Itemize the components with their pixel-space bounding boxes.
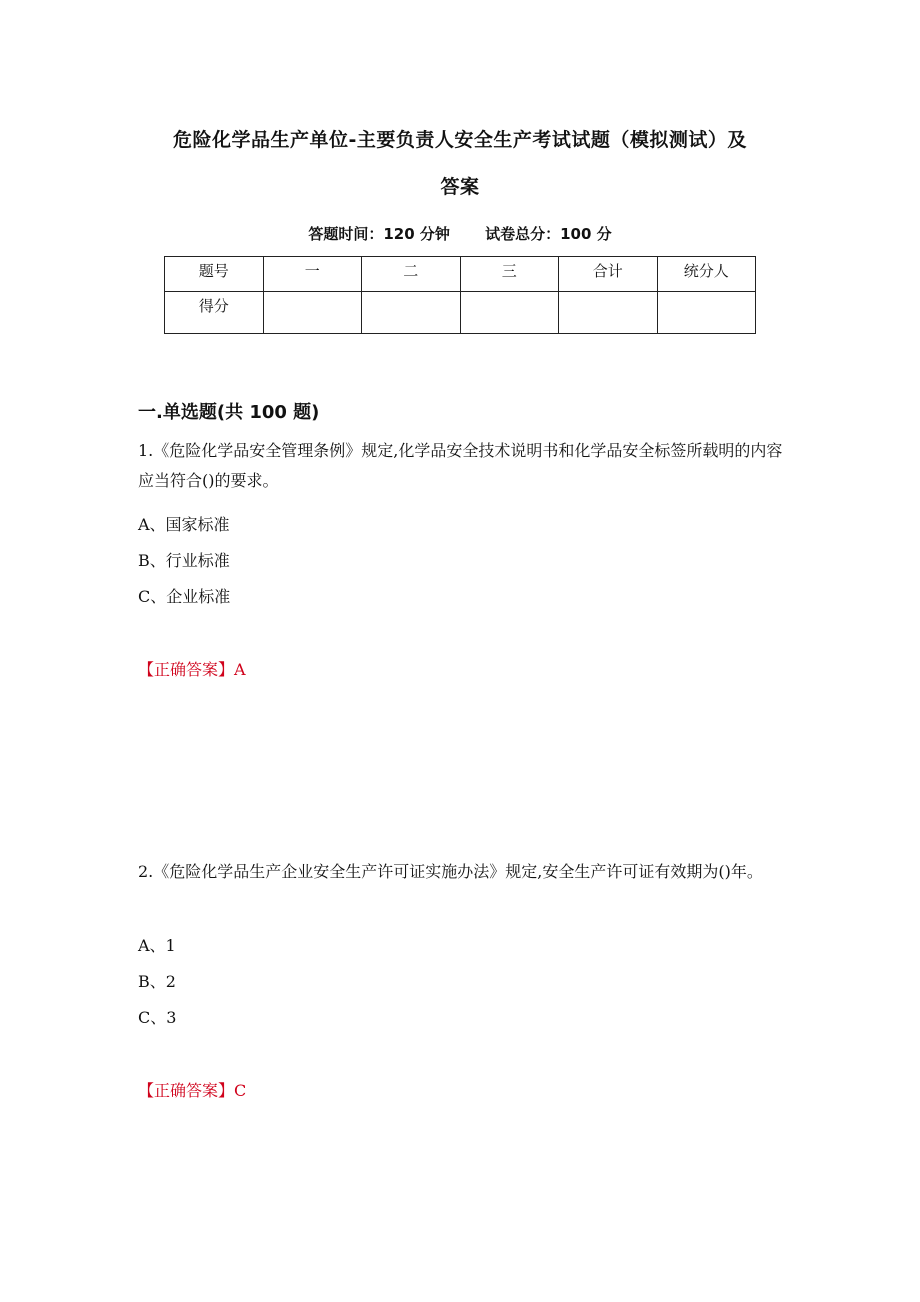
score-cell <box>460 292 559 334</box>
correct-answer: 【正确答案】C <box>138 1081 247 1100</box>
question-option: B、行业标准 <box>138 551 230 570</box>
correct-answer: 【正确答案】A <box>138 660 246 679</box>
score-cell <box>657 292 756 334</box>
question-text: 1.《危险化学品安全管理条例》规定,化学品安全技术说明书和化学品安全标签所载明的内容应当符合()的要求。 <box>138 441 783 490</box>
question-option: B、2 <box>138 972 176 991</box>
score-header-cell: 一 <box>263 257 362 292</box>
exam-time: 答题时间：120 分钟 <box>308 225 450 243</box>
score-cell <box>362 292 461 334</box>
question-option: A、1 <box>138 936 176 955</box>
score-table-header-row <box>165 257 756 292</box>
score-cell <box>559 292 658 334</box>
question-option: A、国家标准 <box>138 515 230 534</box>
score-header-cell: 统分人 <box>657 257 756 292</box>
question-option: C、企业标准 <box>138 587 231 606</box>
score-table-score-row <box>165 292 756 334</box>
score-header-cell: 二 <box>362 257 461 292</box>
exam-meta <box>0 223 920 244</box>
document-title: 危险化学品生产单位-主要负责人安全生产考试试题（模拟测试）及 <box>173 129 747 151</box>
score-cell <box>263 292 362 334</box>
document-title-continuation: 答案 <box>440 176 480 198</box>
score-table <box>164 256 756 334</box>
question-option: C、3 <box>138 1008 177 1027</box>
question-text: 2.《危险化学品生产企业安全生产许可证实施办法》规定,安全生产许可证有效期为()年。 <box>138 862 763 881</box>
exam-total-score: 试卷总分：100 分 <box>485 225 612 243</box>
score-header-cell: 题号 <box>165 257 264 292</box>
score-row-label: 得分 <box>165 292 264 334</box>
section-heading: 一.单选题(共 100 题) <box>138 402 320 423</box>
score-header-cell: 三 <box>460 257 559 292</box>
score-header-cell: 合计 <box>559 257 658 292</box>
